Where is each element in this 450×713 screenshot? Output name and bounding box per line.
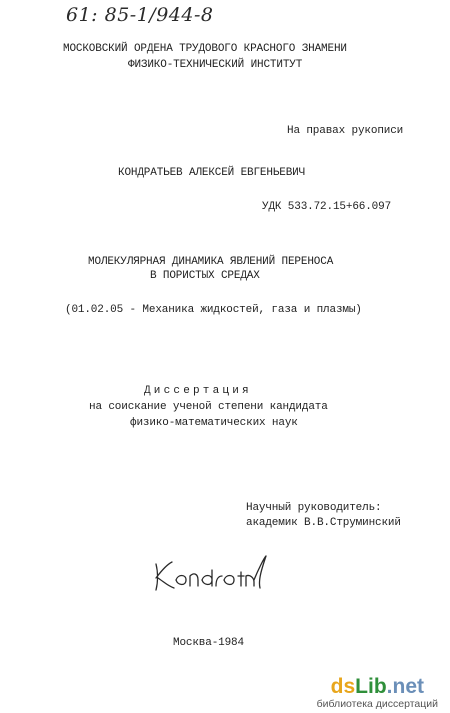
field-line: физико-математических наук: [130, 417, 298, 429]
handwritten-archive-number: 61: 85-1/944-8: [66, 4, 214, 26]
logo-ds: ds: [330, 675, 356, 698]
institution-line-1: МОСКОВСКИЙ ОРДЕНА ТРУДОВОГО КРАСНОГО ЗНАМЕНИ: [63, 43, 347, 55]
udk-code: УДК 533.72.15+66.097: [262, 201, 392, 213]
author-name: КОНДРАТЬЕВ АЛЕКСЕЙ ЕВГЕНЬЕВИЧ: [118, 167, 306, 179]
dslib-logo: [317, 676, 438, 698]
city-year: Москва-1984: [173, 637, 244, 649]
watermark-tagline: библиотека диссертаций: [316, 698, 438, 710]
advisor-name: академик В.В.Струминский: [246, 517, 401, 529]
rights-note: На правах рукописи: [287, 125, 404, 137]
dissertation-heading: Диссертация: [144, 385, 252, 397]
specialty-code: (01.02.05 - Механика жидкостей, газа и плазмы): [65, 304, 362, 316]
degree-line: на соискание ученой степени кандидата: [89, 401, 328, 413]
institution-line-2: ФИЗИКО-ТЕХНИЧЕСКИЙ ИНСТИТУТ: [128, 59, 303, 71]
logo-net: .net: [386, 675, 424, 698]
title-line-2: В ПОРИСТЫХ СРЕДАХ: [150, 270, 260, 282]
author-signature: [150, 550, 270, 598]
advisor-label: Научный руководитель:: [246, 502, 382, 514]
dslib-watermark: [317, 676, 438, 711]
logo-lib: Lib: [355, 675, 387, 698]
title-line-1: МОЛЕКУЛЯРНАЯ ДИНАМИКА ЯВЛЕНИЙ ПЕРЕНОСА: [88, 256, 334, 268]
